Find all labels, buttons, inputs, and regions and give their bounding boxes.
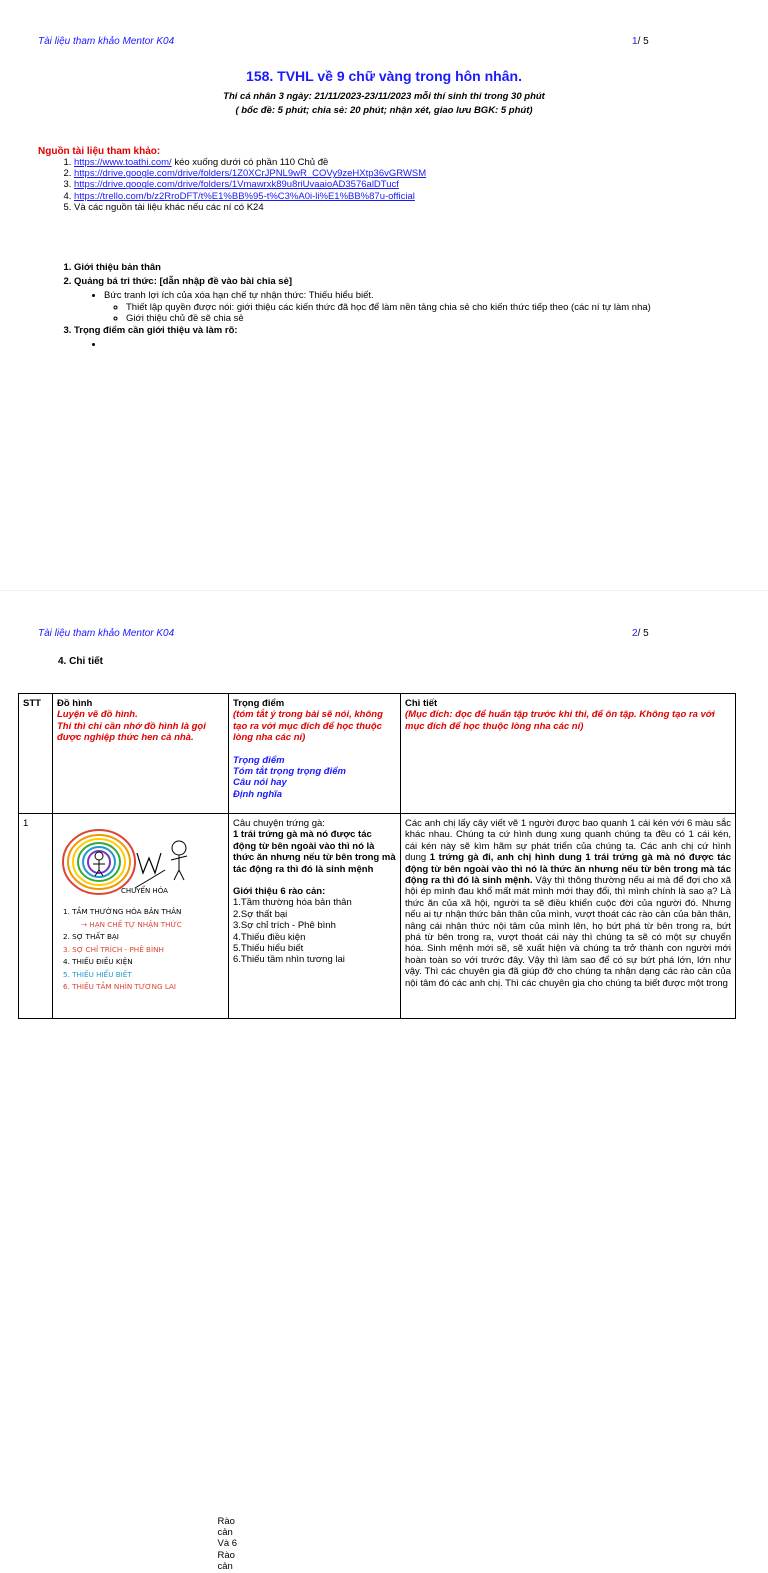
header-stt: STT — [19, 694, 53, 814]
outline-label: Quảng bá tri thức: [dẫn nhập đề vào bài chia sẻ] — [74, 276, 293, 287]
source-link[interactable]: https://trello.com/b/z2RroDFT/t%E1%BB%95-t%C3%A0i-li%E1%BB%87u-official — [74, 190, 415, 202]
header-chitiet — [401, 694, 736, 814]
header-trongdiem — [229, 694, 401, 814]
header-label: Đồ hình — [57, 698, 93, 709]
barriers-heading: Giới thiệu 6 rào cản: — [233, 886, 326, 898]
detail-text: Vậy thì thông thường nếu ai mà để đợi cho xã hội ép mình đau khổ mất mát mình mới thay đổi, thì mình chính là sao ạ? Là thức ăn của xã hội, người ta sẽ điều khiển cuộc đời của người đó. Nhưng nếu ai tự nhận thức bản thân của mình, vượt thoát các rào cản của bản thân, nâng cái nhận thức nội tâm của mình lên, họ bứt phá từ bên trong ra, bứt phá từ bên trong ra, vượt thoát cái này thì chúng ta sẽ có một sự chuyển hóa. Sinh mệnh mới sẽ, sẽ xuất hiện và chúng ta trở thành con người mới hoàn toàn so với trước đây. Vậy thì làm sao để có sự bứt phá lớn, lớn như vậy. Thì các chuyên gia đã giúp đỡ cho chúng ta nhận dạng các rào cản của nội tâm đó các anh chị. Thì các chuyên gia cho chúng ta biết được một trong — [405, 875, 731, 989]
story-intro: Câu chuyện trứng gà: — [233, 818, 325, 829]
list-item — [74, 168, 426, 179]
page-total: / 5 — [637, 628, 649, 639]
detail-text: Các anh chị lấy cây viết vẽ 1 người được bao quanh 1 cái kén với 6 màu sắc khác nhau. Chúng ta cứ hình dung xung quanh chúng ta đều có 1 cái kén, cái kén này sẽ kìm hãm sự phát triển của chúng ta. Các anh chị cứ hình dung — [405, 818, 731, 864]
sketch-line: 4. THIẾU ĐIỀU KIỆN — [63, 957, 133, 966]
exam-timing: ( bốc đề: 5 phút; chia sẻ: 20 phút; nhận xét, giao lưu BGK: 5 phút) — [235, 105, 533, 116]
row-trongdiem — [229, 814, 401, 1019]
sketch-drawing — [57, 818, 197, 1014]
sketch-line: 2. SỢ THẤT BẠI — [63, 932, 119, 941]
row-chitiet — [401, 814, 736, 1019]
header-label: Trọng điểm — [233, 698, 285, 709]
page-header: Tài liệu tham khảo Mentor K04 — [38, 36, 175, 47]
sources-list — [38, 157, 426, 213]
list-item — [74, 157, 426, 168]
page-number — [632, 628, 649, 639]
source-link[interactable]: https://drive.google.com/drive/folders/1Z0XCrJPNL9wR_COVy9zeHXtp36vGRWSM — [74, 168, 427, 180]
sketch-line: 1. TẦM THƯỜNG HÓA BẢN THÂN — [63, 907, 182, 916]
outline-item — [74, 261, 651, 275]
sketch-list — [63, 906, 197, 994]
outline-list — [38, 261, 651, 351]
detail-table — [18, 693, 736, 1573]
list-item — [74, 191, 426, 202]
section-heading: 4. Chi tiết — [58, 656, 104, 667]
page-total: / 5 — [637, 36, 649, 47]
header-note: (Mục đích: đọc để huấn tập trước khi thi, để ôn tập. Không tạo ra với mục đích để học thuộc lòng nha các ní) — [405, 709, 715, 732]
header-note: (tóm tắt ý trong bài sẽ nói, không tạo ra với mục đích để học thuộc lòng nha các ní) — [233, 709, 383, 744]
key-statement: 1 trái trứng gà mà nó được tác động từ bên ngoài vào thì nó là thức ăn nhưng nếu từ bên trong mà tác động ra thì đó là sinh mệnh — [233, 829, 396, 875]
sketch-line: 6. THIẾU TẦM NHÌN TƯƠNG LAI — [63, 982, 177, 991]
source-link[interactable]: https://drive.google.com/drive/folders/1Vmawrxk89u8riUvaaioAD3576alDTucf — [74, 179, 399, 191]
table-header-row — [19, 694, 736, 814]
page-number — [632, 36, 649, 47]
outline-label: Giới thiệu bản thân — [74, 262, 161, 273]
sketch-line: → HẠN CHẾ TỰ NHẬN THỨC — [81, 919, 182, 929]
source-link[interactable]: https://www.toathi.com/ — [74, 157, 172, 168]
page-break — [0, 590, 768, 591]
outline-bullet — [104, 289, 651, 324]
header-note: Luyện vẽ đồ hình. Thi thì chỉ cần nhớ đồ hình là gọi được nghiệp thức hen cả nhà. — [57, 709, 206, 744]
bullet-text: Bức tranh lợi ích của xóa hạn chế tự nhận thức: Thiếu hiểu biết. — [104, 290, 374, 301]
barriers-list: 1.Tầm thường hóa bản thân 2.Sợ thất bại 3.Sợ chỉ trích - Phê bình 4.Thiếu điều kiện 5.Thiếu hiểu biết 6.Thiếu tầm nhìn tương lai — [233, 897, 352, 966]
row-dohinh — [53, 814, 238, 1573]
sketch-line: 5. THIẾU HIỂU BIẾT — [63, 969, 132, 979]
table-row — [19, 814, 736, 1019]
header-dohinh — [53, 694, 229, 814]
document-title: 158. TVHL về 9 chữ vàng trong hôn nhân. — [246, 68, 522, 84]
header-blue-note: Trọng điểm Tóm tắt trọng trọng điểm Câu nói hay Định nghĩa — [233, 754, 346, 800]
page-current: 2 — [632, 628, 638, 639]
exam-schedule: Thi cá nhân 3 ngày: 21/11/2023-23/11/2023 mỗi thí sinh thi trong 30 phút — [223, 91, 545, 102]
rao-can-label: Rào cản Và 6 Rào cản — [217, 1515, 238, 1573]
sketch-line: 3. SỢ CHỈ TRÍCH - PHÊ BÌNH — [63, 944, 164, 954]
outline-bullet-empty — [104, 338, 651, 351]
outline-label: Trọng điểm cần giới thiệu và làm rõ: — [74, 325, 238, 336]
outline-subbullet: ◦ Giới thiệu chủ đề sẽ chia sẻ — [126, 313, 651, 324]
list-item — [74, 179, 426, 190]
header-label: Chi tiết — [405, 698, 438, 709]
outline-item — [74, 275, 651, 324]
page-header: Tài liệu tham khảo Mentor K04 — [38, 628, 175, 639]
list-item — [74, 202, 426, 213]
detail-bold: 1 trứng gà đi, anh chị hình dung 1 trái trứng gà mà nó được tác động từ bên ngoài vào thì nó là thức ăn nhưng nếu từ bên trong mà tác động ra thì đó là sinh mệnh. — [405, 852, 731, 887]
sources-heading: Nguồn tài liệu tham khảo: — [38, 146, 161, 157]
source-note: Và các nguồn tài liệu khác nếu các ní có K24 — [74, 201, 264, 213]
page-current: 1 — [632, 36, 638, 47]
outline-subbullet: ◦ Thiết lập quyền được nói: giới thiệu các kiến thức đã học để làm nền tảng chia sẻ cho kiến thức tiếp theo (các ní tự làm nha) — [126, 302, 651, 313]
row-stt: 1 — [19, 814, 53, 1019]
sketch-caption: CHUYỂN HÓA — [121, 887, 168, 895]
outline-item — [74, 324, 651, 351]
source-note: kéo xuống dưới có phần 110 Chủ đề — [171, 157, 329, 168]
